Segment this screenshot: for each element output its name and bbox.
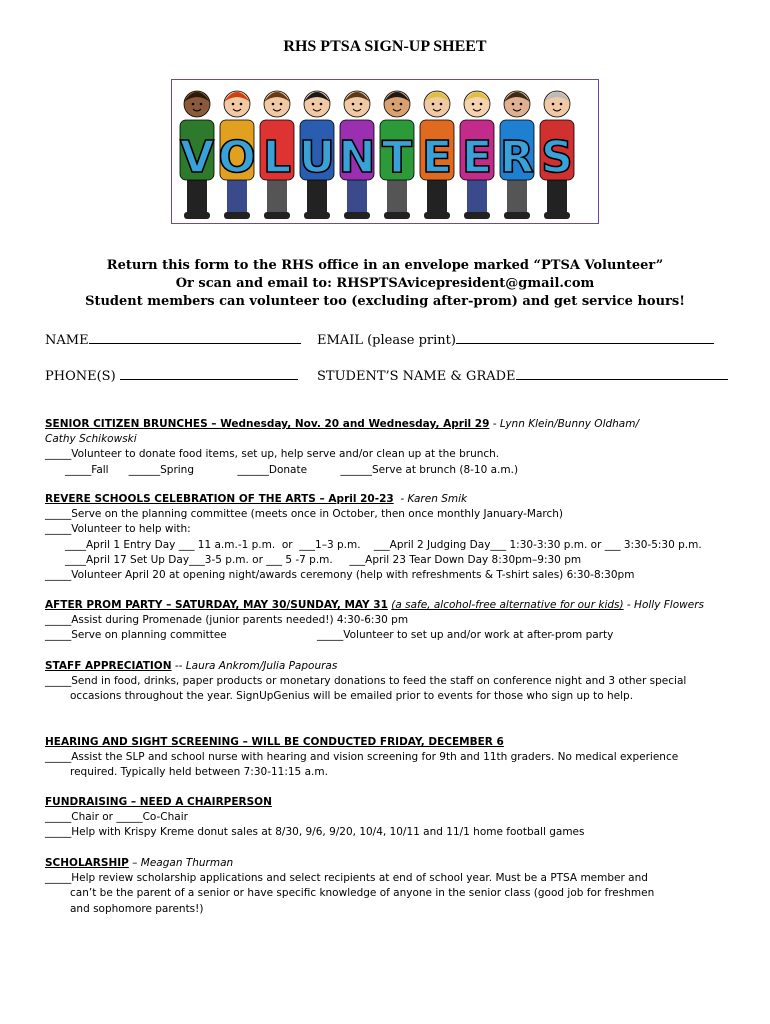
- signup-line[interactable]: _____Volunteer to donate food items, set up, help serve and/or clean up at the brunch.: [45, 448, 500, 461]
- name-label: NAME: [45, 333, 89, 348]
- phone-input-line[interactable]: [120, 367, 298, 380]
- signup-line[interactable]: ____April 1 Entry Day ___ 11 a.m.-1 p.m. or ___1–3 p.m. ___April 2 Judging Day___ 1:30-3:30 p.m. or ___ 3:30-5:30 p.m.: [65, 538, 702, 551]
- section-arts: [45, 492, 735, 583]
- section-heading: FUNDRAISING – NEED A CHAIRPERSON: [45, 796, 272, 808]
- student-label: STUDENT’S NAME & GRADE: [317, 369, 516, 384]
- signup-line[interactable]: _____Assist the SLP and school nurse with hearing and vision screening for 9th and 11th graders. No medical experience: [45, 751, 679, 764]
- student-field[interactable]: [317, 367, 728, 384]
- name-field[interactable]: [45, 331, 301, 348]
- banner-letter: U: [299, 132, 335, 183]
- phone-field[interactable]: [45, 367, 298, 384]
- banner-letter: N: [338, 132, 376, 183]
- signup-line-cont: required. Typically held between 7:30-11:15 a.m.: [70, 766, 328, 779]
- signup-line-cont: can’t be the parent of a senior or have specific knowledge of anyone in the senior class (good job for freshmen: [70, 887, 655, 900]
- signup-line-cont: occasions throughout the year. SignUpGenius will be emailed prior to events for those who sign up to help.: [70, 690, 634, 703]
- section-heading: REVERE SCHOOLS CELEBRATION OF THE ARTS – April 20-23: [45, 493, 394, 505]
- signup-line[interactable]: _____Volunteer to set up and/or work at after-prom party: [317, 629, 614, 642]
- section-after-prom: [45, 598, 735, 644]
- student-input-line[interactable]: [516, 367, 728, 380]
- instruction-line-3: Student members can volunteer too (excluding after-prom) and get service hours!: [85, 294, 685, 309]
- email-input-line[interactable]: [456, 331, 714, 344]
- banner-letter: S: [541, 132, 573, 183]
- banner-letter: O: [218, 132, 256, 183]
- signup-line[interactable]: _____Assist during Promenade (junior parents needed!) 4:30-6:30 pm: [45, 614, 409, 627]
- signup-line[interactable]: _____Help review scholarship applications and select recipients at end of school year. Must be a PTSA member and: [45, 872, 648, 885]
- section-contact: - Karen Smik: [393, 493, 468, 505]
- signup-line[interactable]: ____April 17 Set Up Day___3-5 p.m. or ___ 5 -7 p.m. ___April 23 Tear Down Day 8:30pm–9:30 pm: [65, 553, 582, 566]
- banner-letter: R: [500, 132, 534, 183]
- volunteers-banner: [171, 79, 599, 224]
- signup-line[interactable]: _____Serve on the planning committee (meets once in October, then once monthly January-March): [45, 508, 564, 521]
- section-fundraising: [45, 795, 735, 841]
- section-heading: SENIOR CITIZEN BRUNCHES – Wednesday, Nov. 20 and Wednesday, April 29: [45, 418, 490, 430]
- signup-line[interactable]: _____Send in food, drinks, paper products or monetary donations to feed the staff on conference night and 3 other special: [45, 675, 687, 688]
- section-contact-cont: Cathy Schikowski: [45, 433, 137, 446]
- banner-letter: E: [461, 132, 493, 183]
- section-contact: – Meagan Thurman: [128, 857, 234, 869]
- banner-letter: T: [381, 132, 413, 183]
- email-label: EMAIL (please print): [317, 333, 456, 348]
- signup-line[interactable]: _____Volunteer to help with:: [45, 523, 191, 536]
- section-contact: - Holly Flowers: [623, 599, 704, 611]
- instruction-line-2: Or scan and email to: RHSPTSAvicepresident@gmail.com: [175, 276, 595, 291]
- banner-letter: L: [262, 132, 292, 183]
- banner-letter: V: [179, 132, 215, 183]
- email-field[interactable]: [317, 331, 714, 348]
- page-title: RHS PTSA SIGN-UP SHEET: [283, 38, 487, 55]
- signup-line[interactable]: _____Volunteer April 20 at opening night/awards ceremony (help with refreshments & T-shirt sales) 6:30-8:30pm: [45, 569, 635, 582]
- volunteers-illustration: [172, 80, 598, 223]
- section-brunches: [45, 417, 735, 478]
- instructions: [0, 257, 770, 311]
- section-staff-appreciation: [45, 659, 735, 705]
- banner-letter: E: [421, 132, 453, 183]
- signup-line[interactable]: _____Chair or _____Co-Chair: [45, 811, 188, 824]
- section-heading: AFTER PROM PARTY – SATURDAY, MAY 30/SUNDAY, MAY 31: [45, 599, 388, 611]
- section-contact: - Lynn Klein/Bunny Oldham/: [489, 418, 640, 430]
- phone-label: PHONE(S): [45, 369, 116, 384]
- section-contact: -- Laura Ankrom/Julia Papouras: [171, 660, 338, 672]
- signup-options[interactable]: _____Fall ______Spring ______Donate ______Serve at brunch (8-10 a.m.): [65, 463, 519, 476]
- section-note: (a safe, alcohol-free alternative for our kids): [391, 599, 624, 611]
- section-heading: SCHOLARSHIP: [45, 857, 129, 869]
- instruction-line-1: Return this form to the RHS office in an envelope marked “PTSA Volunteer”: [106, 258, 664, 273]
- signup-line[interactable]: _____Help with Krispy Kreme donut sales at 8/30, 9/6, 9/20, 10/4, 10/11 and 11/1 home football games: [45, 826, 585, 839]
- section-heading: STAFF APPRECIATION: [45, 660, 172, 672]
- name-input-line[interactable]: [89, 331, 301, 344]
- signup-line-cont: and sophomore parents!): [70, 902, 204, 915]
- signup-line[interactable]: _____Serve on planning committee: [45, 629, 227, 642]
- section-scholarship: [45, 856, 735, 917]
- section-heading: HEARING AND SIGHT SCREENING – WILL BE CONDUCTED FRIDAY, DECEMBER 6: [45, 736, 504, 748]
- section-screening: [45, 735, 735, 781]
